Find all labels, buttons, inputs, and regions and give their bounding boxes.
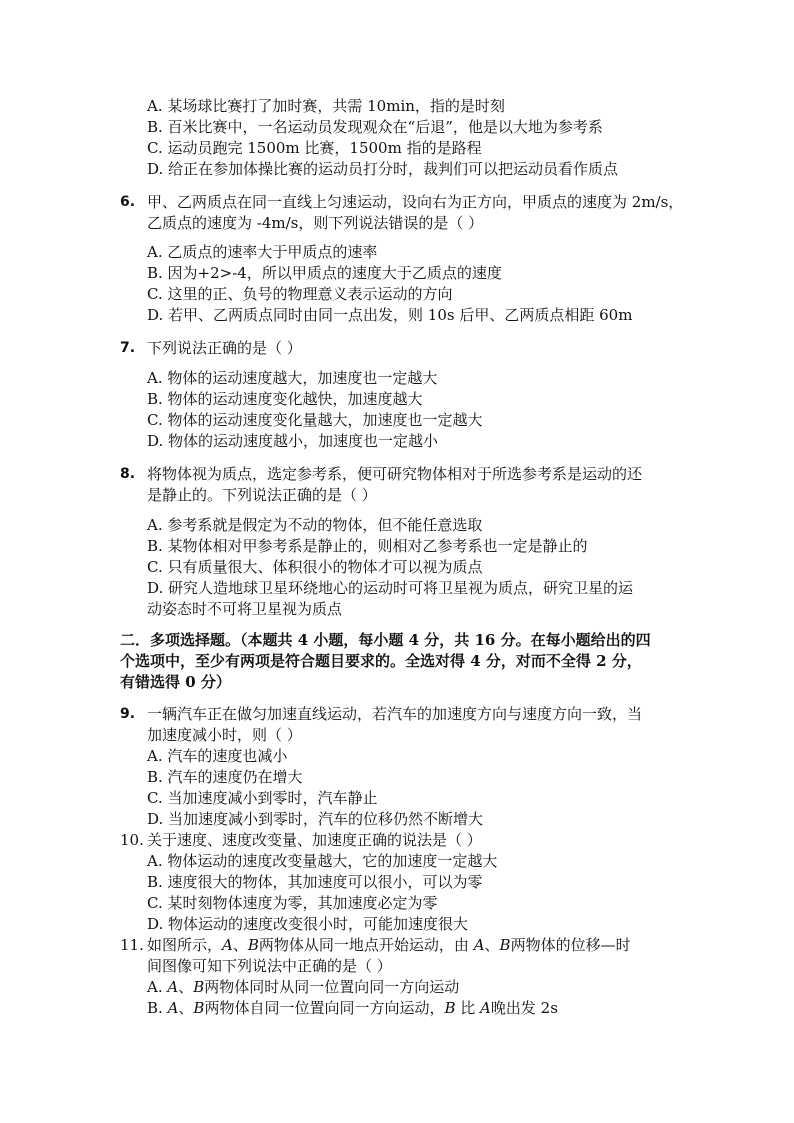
q5-option-a: A. 某场球比赛打了加时赛，共需 10min，指的是时刻 bbox=[147, 97, 505, 115]
q6-option-a: A. 乙质点的速率大于甲质点的速率 bbox=[147, 243, 378, 261]
q10-option-c: C. 某时刻物体速度为零，其加速度必定为零 bbox=[147, 894, 438, 912]
q11-option-b-text: 比 bbox=[455, 999, 481, 1017]
q11-stem-object-b: B bbox=[247, 936, 259, 954]
q6-option-d: D. 若甲、乙两质点同时由同一点出发，则 10s 后甲、乙两质点相距 60m bbox=[147, 306, 633, 324]
q9-option-b: B. 汽车的速度仍在增大 bbox=[147, 768, 303, 786]
q9-stem-line1: 一辆汽车正在做匀加速直线运动，若汽车的加速度方向与速度方向一致，当 bbox=[147, 705, 643, 723]
q8-option-d-line1: D. 研究人造地球卫星环绕地心的运动时可将卫星视为质点，研究卫星的运 bbox=[147, 579, 634, 597]
q9-option-d: D. 当加速度减小到零时，汽车的位移仍然不断增大 bbox=[147, 810, 484, 828]
q11-option-b-object-a: A bbox=[167, 999, 179, 1017]
q7-number: 7. bbox=[120, 340, 136, 356]
q11-option-b bbox=[147, 998, 558, 1018]
q11-option-a bbox=[147, 977, 459, 997]
q11-option-a-text: A. bbox=[147, 978, 168, 996]
q8-stem-line2: 是静止的。下列说法正确的是（ ） bbox=[147, 486, 377, 504]
q11-option-a-text: 两物体同时从同一位置向同一方向运动 bbox=[204, 978, 460, 996]
q11-option-b-object-a: A bbox=[480, 999, 491, 1017]
q11-stem-text: 两物体的位移—时 bbox=[510, 936, 631, 954]
q7-option-c: C. 物体的运动速度变化量越大，加速度也一定越大 bbox=[147, 411, 483, 429]
q11-option-b-text: 两物体自同一位置向同一方向运动， bbox=[204, 999, 445, 1017]
section2-heading-line2: 个选项中，至少有两项是符合题目要求的。全选对得 4 分，对而不全得 2 分， bbox=[120, 652, 642, 670]
q11-option-b-text: B. bbox=[147, 999, 168, 1017]
q9-number: 9. bbox=[120, 706, 136, 722]
q10-option-d: D. 物体运动的速度改变很小时，可能加速度很大 bbox=[147, 915, 469, 933]
q7-option-b: B. 物体的运动速度变化越快，加速度越大 bbox=[147, 390, 423, 408]
q11-stem-text: 、 bbox=[484, 936, 500, 954]
q11-stem-text: 两物体从同一地点开始运动，由 bbox=[258, 936, 474, 954]
q10-option-b: B. 速度很大的物体，其加速度可以很小，可以为零 bbox=[147, 873, 483, 891]
q9-stem-line2: 加速度减小时，则（ ） bbox=[147, 726, 302, 744]
section2-heading-line1: 二．多项选择题。（本题共 4 小题，每小题 4 分，共 16 分。在每小题给出的四 bbox=[120, 631, 651, 649]
q11-option-b-object-b: B bbox=[193, 999, 205, 1017]
q9-option-a: A. 汽车的速度也减小 bbox=[147, 747, 288, 765]
q7-option-d: D. 物体的运动速度越小，加速度也一定越小 bbox=[147, 432, 439, 450]
q11-stem-line1 bbox=[147, 935, 631, 955]
q10-number: 10. bbox=[120, 831, 144, 849]
q6-stem-line1: 甲、乙两质点在同一直线上匀速运动，设向右为正方向，甲质点的速度为 2m/s， bbox=[147, 193, 684, 211]
q11-option-b-text: 晚出发 2s bbox=[490, 999, 558, 1017]
q10-option-a: A. 物体运动的速度改变量越大，它的加速度一定越大 bbox=[147, 852, 498, 870]
q6-stem-line2: 乙质点的速度为 -4m/s，则下列说法错误的是（ ） bbox=[147, 214, 484, 232]
q11-stem-line2: 间图像可知下列说法中正确的是（ ） bbox=[147, 957, 392, 975]
q8-option-a: A. 参考系就是假定为不动的物体，但不能任意选取 bbox=[147, 516, 483, 534]
q7-stem: 下列说法正确的是（ ） bbox=[147, 339, 302, 357]
q6-number: 6. bbox=[120, 194, 136, 210]
q7-option-a: A. 物体的运动速度越大，加速度也一定越大 bbox=[147, 369, 438, 387]
q11-stem-object-b: B bbox=[499, 936, 511, 954]
q11-option-b-text: 、 bbox=[178, 999, 194, 1017]
q5-option-b: B. 百米比赛中，一名运动员发现观众在“后退”，他是以大地为参考系 bbox=[147, 118, 603, 136]
q11-stem-text: 、 bbox=[232, 936, 248, 954]
q8-option-b: B. 某物体相对甲参考系是静止的，则相对乙参考系也一定是静止的 bbox=[147, 537, 588, 555]
q9-option-c: C. 当加速度减小到零时，汽车静止 bbox=[147, 789, 378, 807]
q11-option-a-object-a: A bbox=[167, 978, 179, 996]
q6-option-c: C. 这里的正、负号的物理意义表示运动的方向 bbox=[147, 285, 453, 303]
q11-option-b-object-b: B bbox=[444, 999, 456, 1017]
q8-number: 8. bbox=[120, 466, 136, 482]
q11-stem-object-a: A bbox=[222, 936, 233, 954]
q11-stem-text: 如图所示， bbox=[147, 936, 223, 954]
q8-stem-line1: 将物体视为质点，选定参考系，便可研究物体相对于所选参考系是运动的还 bbox=[147, 465, 643, 483]
q6-option-b: B. 因为+2>-4，所以甲质点的速度大于乙质点的速度 bbox=[147, 264, 502, 282]
q5-option-c: C. 运动员跑完 1500m 比赛，1500m 指的是路程 bbox=[147, 139, 482, 157]
q10-stem: 关于速度、速度改变量、加速度正确的说法是（ ） bbox=[147, 831, 482, 849]
q11-stem-object-a: A bbox=[473, 936, 485, 954]
q5-option-d: D. 给正在参加体操比赛的运动员打分时，裁判们可以把运动员看作质点 bbox=[147, 160, 619, 178]
q8-option-d-line2: 动姿态时不可将卫星视为质点 bbox=[147, 600, 343, 618]
section2-heading-line3: 有错选得 0 分） bbox=[120, 673, 231, 691]
q11-option-a-text: 、 bbox=[178, 978, 194, 996]
q11-number: 11. bbox=[120, 936, 144, 954]
q8-option-c: C. 只有质量很大、体积很小的物体才可以视为质点 bbox=[147, 558, 483, 576]
q11-option-a-object-b: B bbox=[193, 978, 205, 996]
